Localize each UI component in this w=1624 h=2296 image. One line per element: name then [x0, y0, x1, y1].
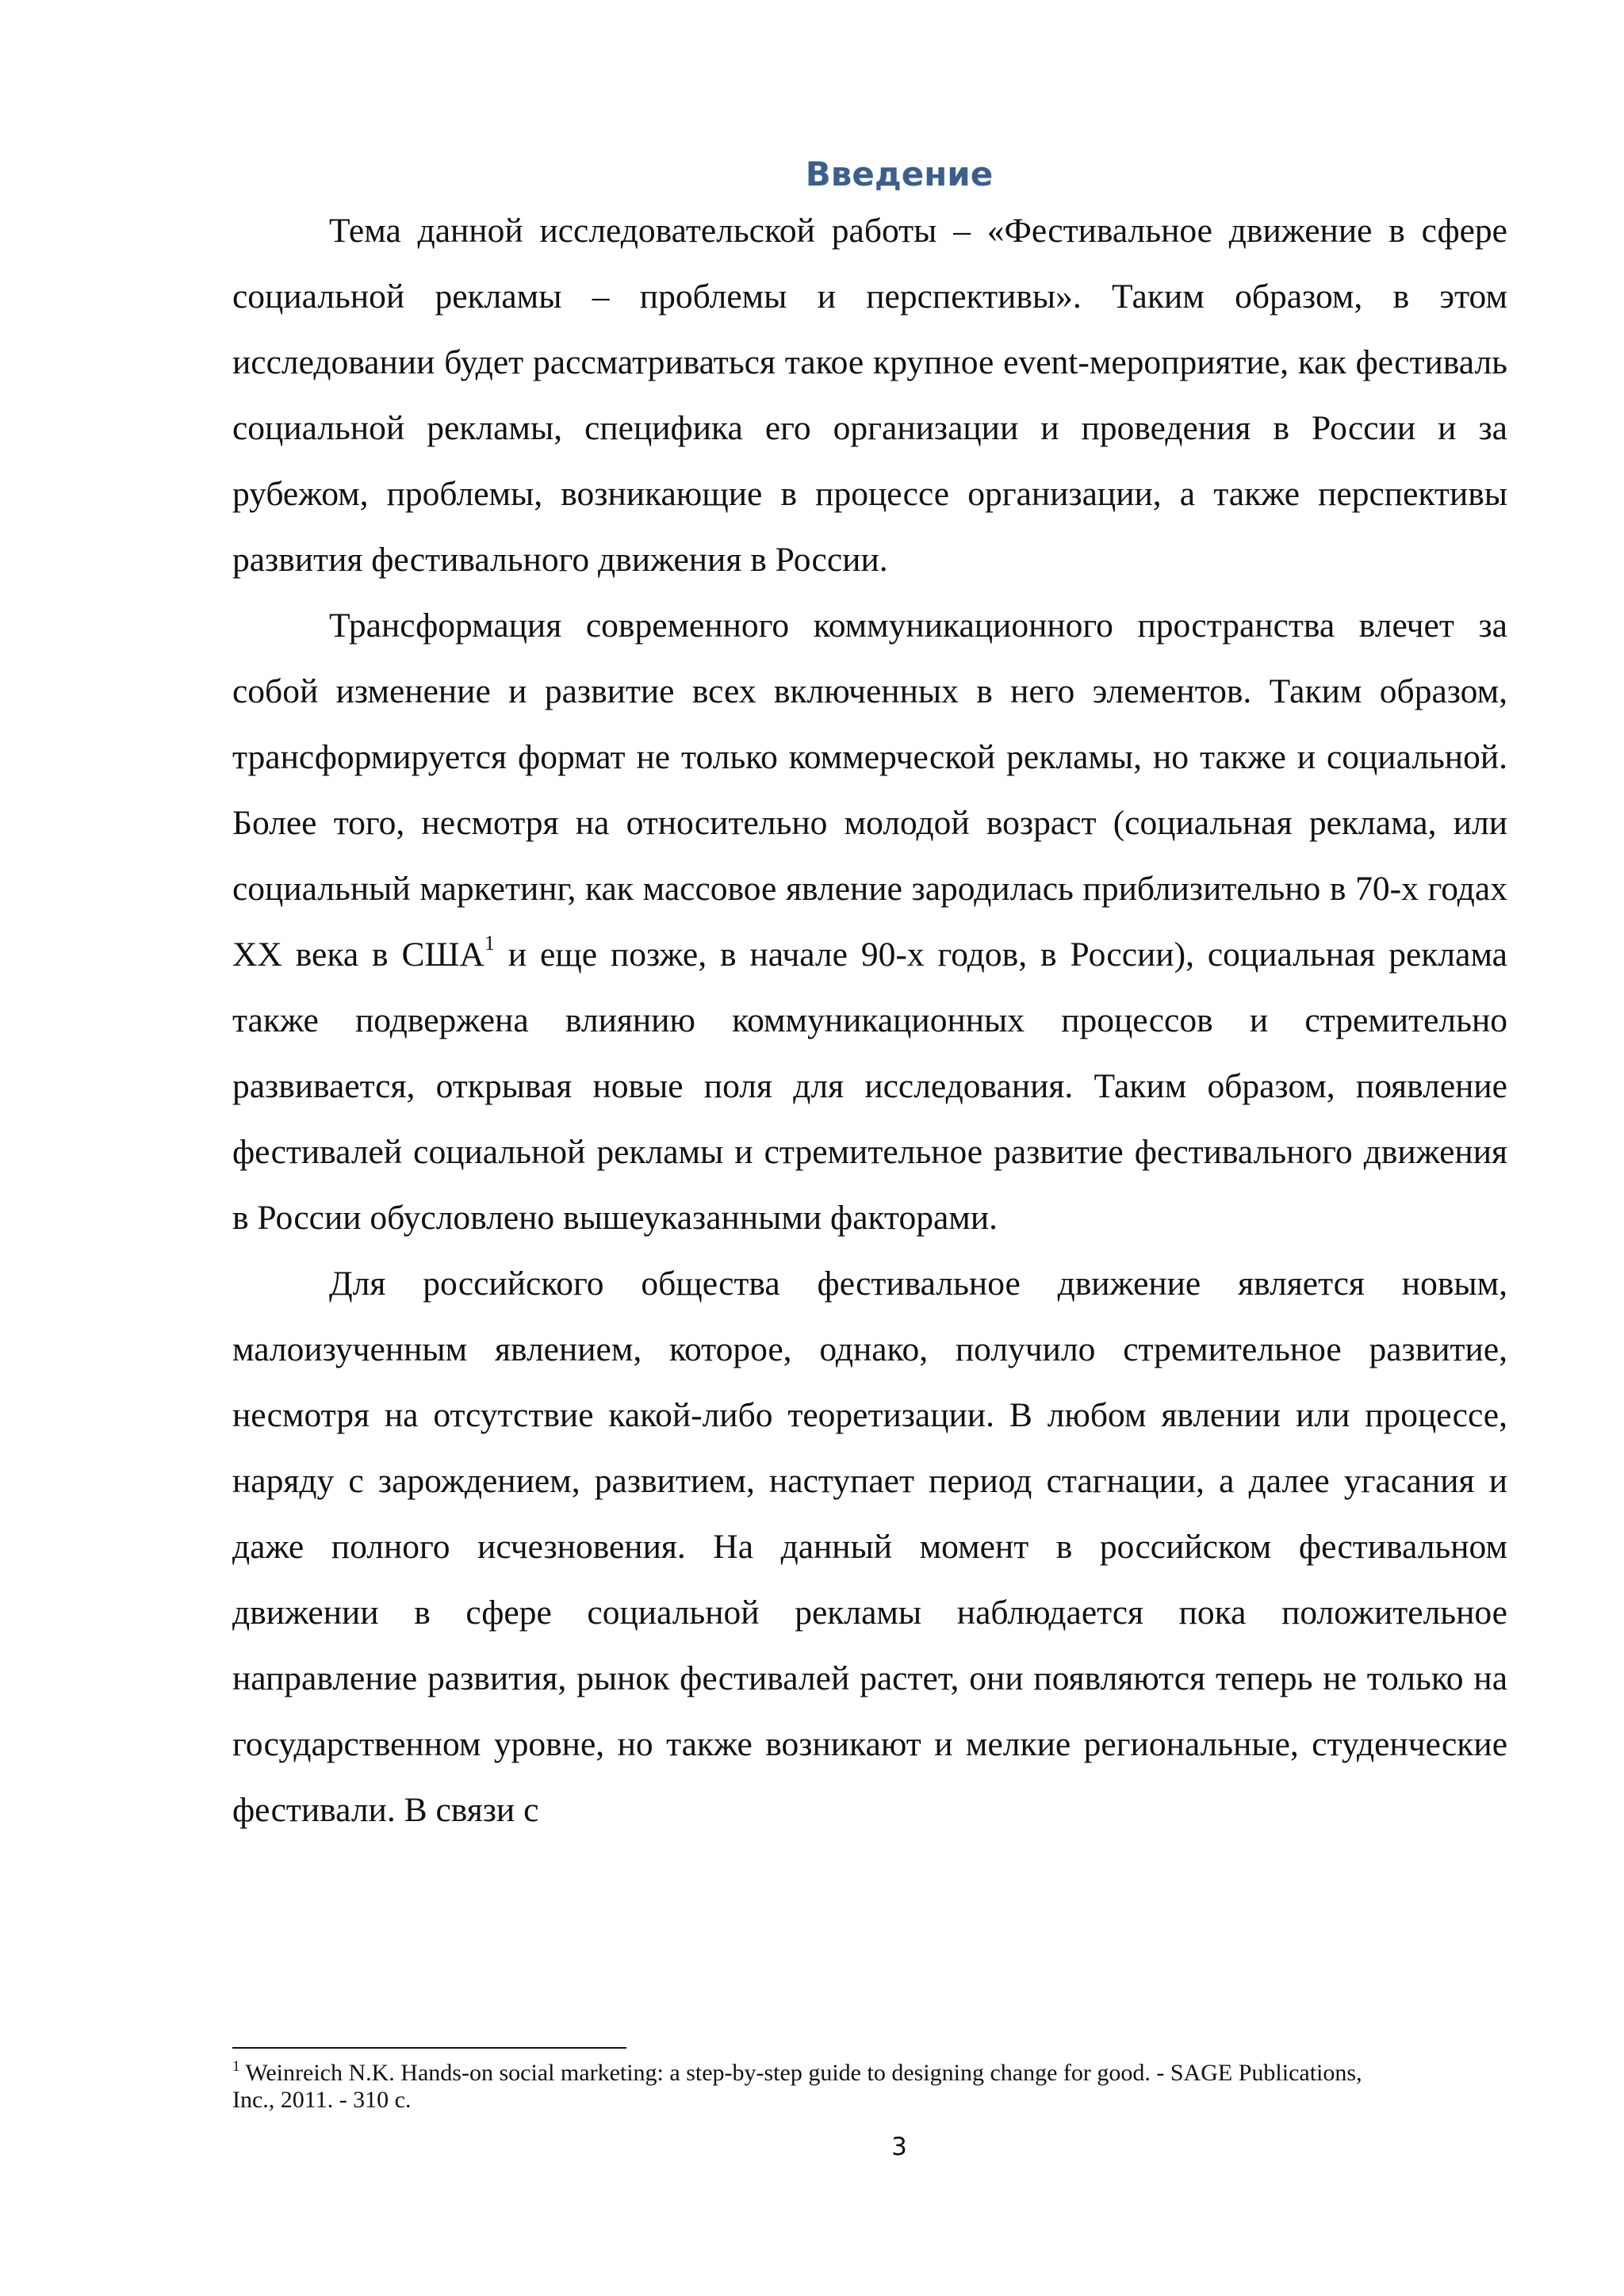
footnote-marker: 1 — [232, 2058, 240, 2075]
footnote-reference[interactable]: 1 — [484, 932, 495, 955]
footnote-text: Weinreich N.K. Hands-on social marketing: a step-by-step guide to designing change for good. - SAGE Publications, Inc., 2011. - 310 с. — [232, 2060, 1362, 2113]
paragraph-3: Для российского общества фестивальное движение является новым, малоизученным явлением, которое, однако, получило стремительное развитие, несмотря на отсутствие какой-либо теоретизации. В любом явлении или процессе, наряду с зарождением, развитием, наступает период стагнации, а далее угасания и даже полного исчезновения. На данный момент в российском фестивальном движении в сфере социальной рекламы наблюдается пока положительное направление развития, рынок фестивалей растет, они появляются теперь не только на государственном уровне, но также возникают и мелкие региональные, студенческие фестивали. В связи с — [232, 1265, 1507, 1829]
paragraph-2-text-start: Трансформация современного коммуникационного пространства влечет за собой изменение и развитие всех включенных в него элементов. Таким образом, трансформируется формат не только коммерческой рекламы, но также и социальной. Более того, несмотря на относительно молодой возраст (социальная реклама, или социальный маркетинг, как массовое явление зародилась приблизительно в 70-х годах XX века в США — [232, 607, 1507, 974]
paragraph-2-text-end: и еще позже, в начале 90-х годов, в России), социальная реклама также подвержена влиянию коммуникационных процессов и стремительно развивается, открывая новые поля для исследования. Таким образом, появление фестивалей социальной рекламы и стремительное развитие фестивального движения в России обусловлено вышеуказанными факторами. — [232, 936, 1507, 1237]
section-heading: Введение — [805, 155, 994, 193]
paragraph-1: Тема данной исследовательской работы – «Фестивальное движение в сфере социальной рекламы – проблемы и перспективы». Таким образом, в этом исследовании будет рассматриваться такое крупное event-мероприятие, как фестиваль социальной рекламы, специфика его организации и проведения в России и за рубежом, проблемы, возникающие в процессе организации, а также перспективы развития фестивального движения в России. — [232, 212, 1507, 579]
footnote — [232, 2060, 1382, 2114]
body-text — [232, 198, 1507, 1843]
page-number: 3 — [891, 2133, 907, 2161]
paragraph-2 — [232, 593, 1507, 1251]
footnote-separator — [232, 2047, 626, 2049]
